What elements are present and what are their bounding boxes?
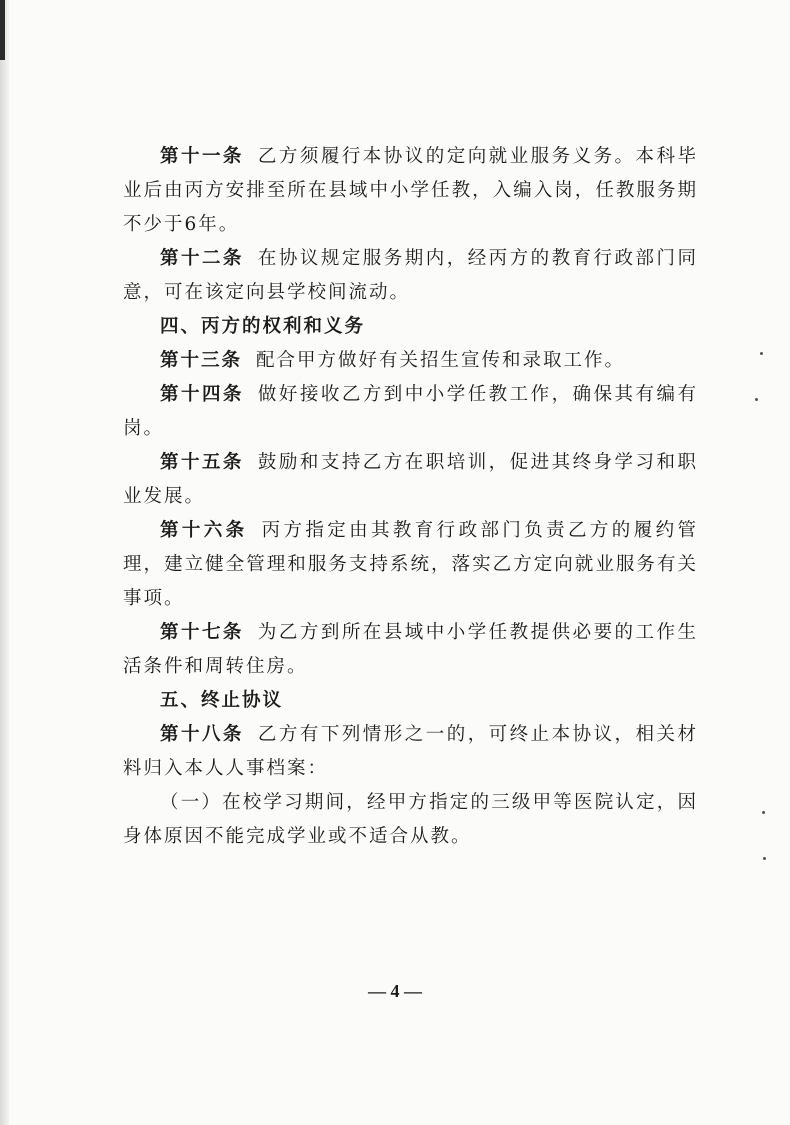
article-label: 第十七条	[160, 622, 244, 643]
scan-speck	[755, 398, 758, 401]
article-text: 丙方指定由其教育行政部门负责乙方的履约管理，建立健全管理和服务支持系统，落实乙方定向就业服务有关事项。	[123, 520, 698, 609]
clause-1: （一）在校学习期间，经甲方指定的三级甲等医院认定，因身体原因不能完成学业或不适合从教。	[123, 792, 698, 847]
page-number: — 4 —	[368, 981, 422, 1001]
scan-speck	[763, 857, 766, 860]
article-text: 做好接收乙方到中小学任教工作，确保其有编有岗。	[123, 384, 698, 439]
article-18	[123, 718, 698, 786]
article-label: 第十五条	[160, 452, 244, 473]
article-17	[123, 616, 698, 684]
article-label: 第十八条	[160, 724, 244, 745]
article-12	[123, 242, 698, 310]
article-label: 第十三条	[160, 350, 243, 371]
scan-edge	[0, 0, 9, 1125]
article-13	[123, 344, 698, 378]
article-text: 在协议规定服务期内，经丙方的教育行政部门同意，可在该定向县学校间流动。	[123, 248, 698, 303]
article-14	[123, 378, 698, 446]
article-text: 乙方有下列情形之一的，可终止本协议，相关材料归入本人人事档案：	[123, 724, 698, 779]
scan-speck	[762, 811, 765, 814]
article-16	[123, 514, 698, 616]
article-11	[123, 140, 698, 242]
section-heading-4: 四、丙方的权利和义务	[160, 316, 366, 337]
scan-speck	[760, 352, 763, 355]
article-text: 配合甲方做好有关招生宣传和录取工作。	[256, 350, 626, 371]
document-body	[123, 140, 698, 854]
article-label: 第十二条	[160, 248, 244, 269]
article-label: 第十四条	[160, 384, 244, 405]
article-15	[123, 446, 698, 514]
article-label: 第十六条	[160, 520, 248, 541]
article-text: 鼓励和支持乙方在职培训，促进其终身学习和职业发展。	[123, 452, 698, 507]
section-heading-5: 五、终止协议	[160, 690, 284, 711]
article-text: 为乙方到所在县域中小学任教提供必要的工作生活条件和周转住房。	[123, 622, 698, 677]
article-text: 乙方须履行本协议的定向就业服务义务。本科毕业后由丙方安排至所在县域中小学任教，入编入岗，任教服务期不少于6年。	[123, 146, 698, 235]
article-label: 第十一条	[160, 146, 244, 167]
